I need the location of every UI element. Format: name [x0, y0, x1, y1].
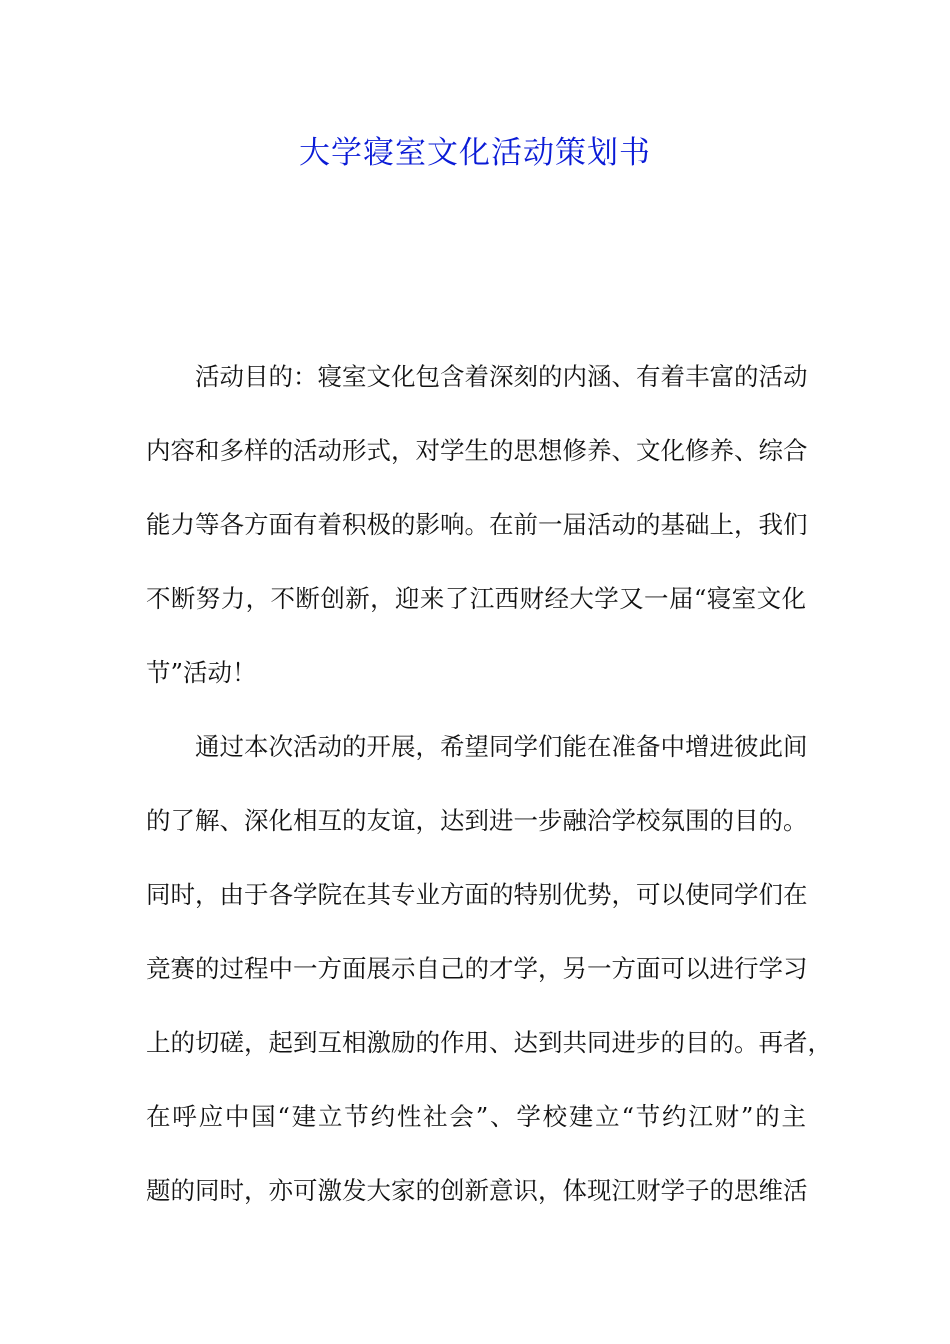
text-line: 能力等各方面有着积极的影响。在前一届活动的基础上，我们: [146, 510, 808, 539]
text-line: 不断努力，不断创新，迎来了江西财经大学又一届“寝室文化: [146, 584, 806, 613]
text-line: 的了解、深化相互的友谊，达到进一步融洽学校氛围的目的。: [146, 806, 808, 835]
text-line: 竞赛的过程中一方面展示自己的才学，另一方面可以进行学习: [146, 954, 808, 983]
document-title: 大学寝室文化活动策划书: [299, 135, 651, 171]
text-line: 题的同时，亦可激发大家的创新意识，体现江财学子的思维活: [146, 1176, 808, 1205]
text-line: 上的切磋，起到互相激励的作用、达到共同进步的目的。再者，: [146, 1028, 832, 1057]
paragraph-purpose: [146, 340, 806, 710]
paragraph-goals: [146, 710, 832, 1228]
text-line: 在呼应中国“建立节约性社会”、学校建立“节约江财”的主: [146, 1102, 806, 1131]
text-line: 通过本次活动的开展，希望同学们能在准备中增进彼此间: [195, 732, 808, 761]
text-line: 节”活动！: [146, 658, 257, 687]
document-body: [146, 340, 832, 1228]
text-line: 同时，由于各学院在其专业方面的特别优势，可以使同学们在: [146, 880, 808, 909]
text-line: 活动目的：寝室文化包含着深刻的内涵、有着丰富的活动: [195, 362, 808, 391]
text-line: 内容和多样的活动形式，对学生的思想修养、文化修养、综合: [146, 436, 808, 465]
